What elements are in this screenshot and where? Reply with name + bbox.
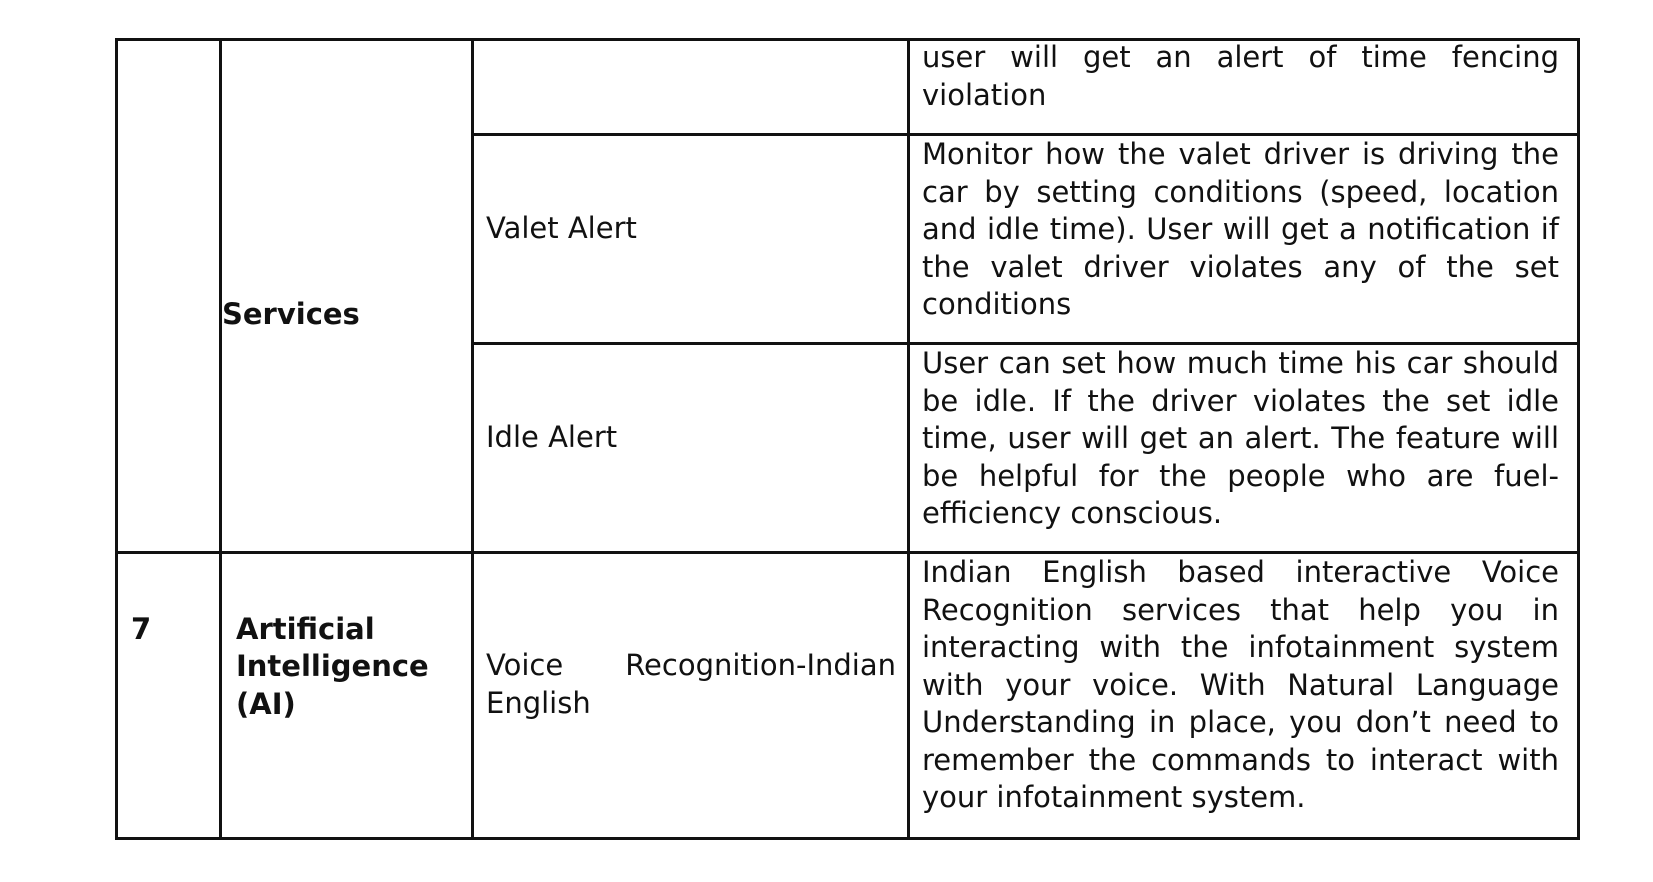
- description-voice-recognition: Indian English based interactive Voice Recognition services that help you in interacting with the infotainment system with your voice. With Natural Language Understanding in place, you don’t need to remember the commands to interact with your infotainment system.: [922, 555, 1559, 814]
- feature-voice-recognition: Voice Recognition-Indian English: [486, 648, 896, 720]
- description-valet-alert: Monitor how the valet driver is driving the car by setting conditions (speed, location and idle time). User will get a notification if the valet driver violates any of the set conditions: [922, 137, 1559, 321]
- description-idle-alert: User can set how much time his car should be idle. If the driver violates the set idle time, user will get an alert. The feature will be helpful for the people who are fuel-efficiency conscious.: [922, 346, 1559, 530]
- category-services: Services: [222, 297, 360, 331]
- row-number-7: 7: [131, 612, 152, 646]
- category-ai-line-3: (AI): [236, 687, 296, 721]
- category-ai-line-2: Intelligence: [236, 649, 429, 683]
- description-time-fencing: user will get an alert of time fencing violation: [922, 40, 1559, 112]
- column-divider-1: [219, 38, 222, 840]
- column-divider-3: [907, 38, 910, 840]
- column-divider-2: [471, 38, 474, 840]
- feature-valet-alert: Valet Alert: [486, 211, 637, 245]
- category-ai-line-1: Artificial: [236, 612, 375, 646]
- feature-idle-alert: Idle Alert: [486, 420, 618, 454]
